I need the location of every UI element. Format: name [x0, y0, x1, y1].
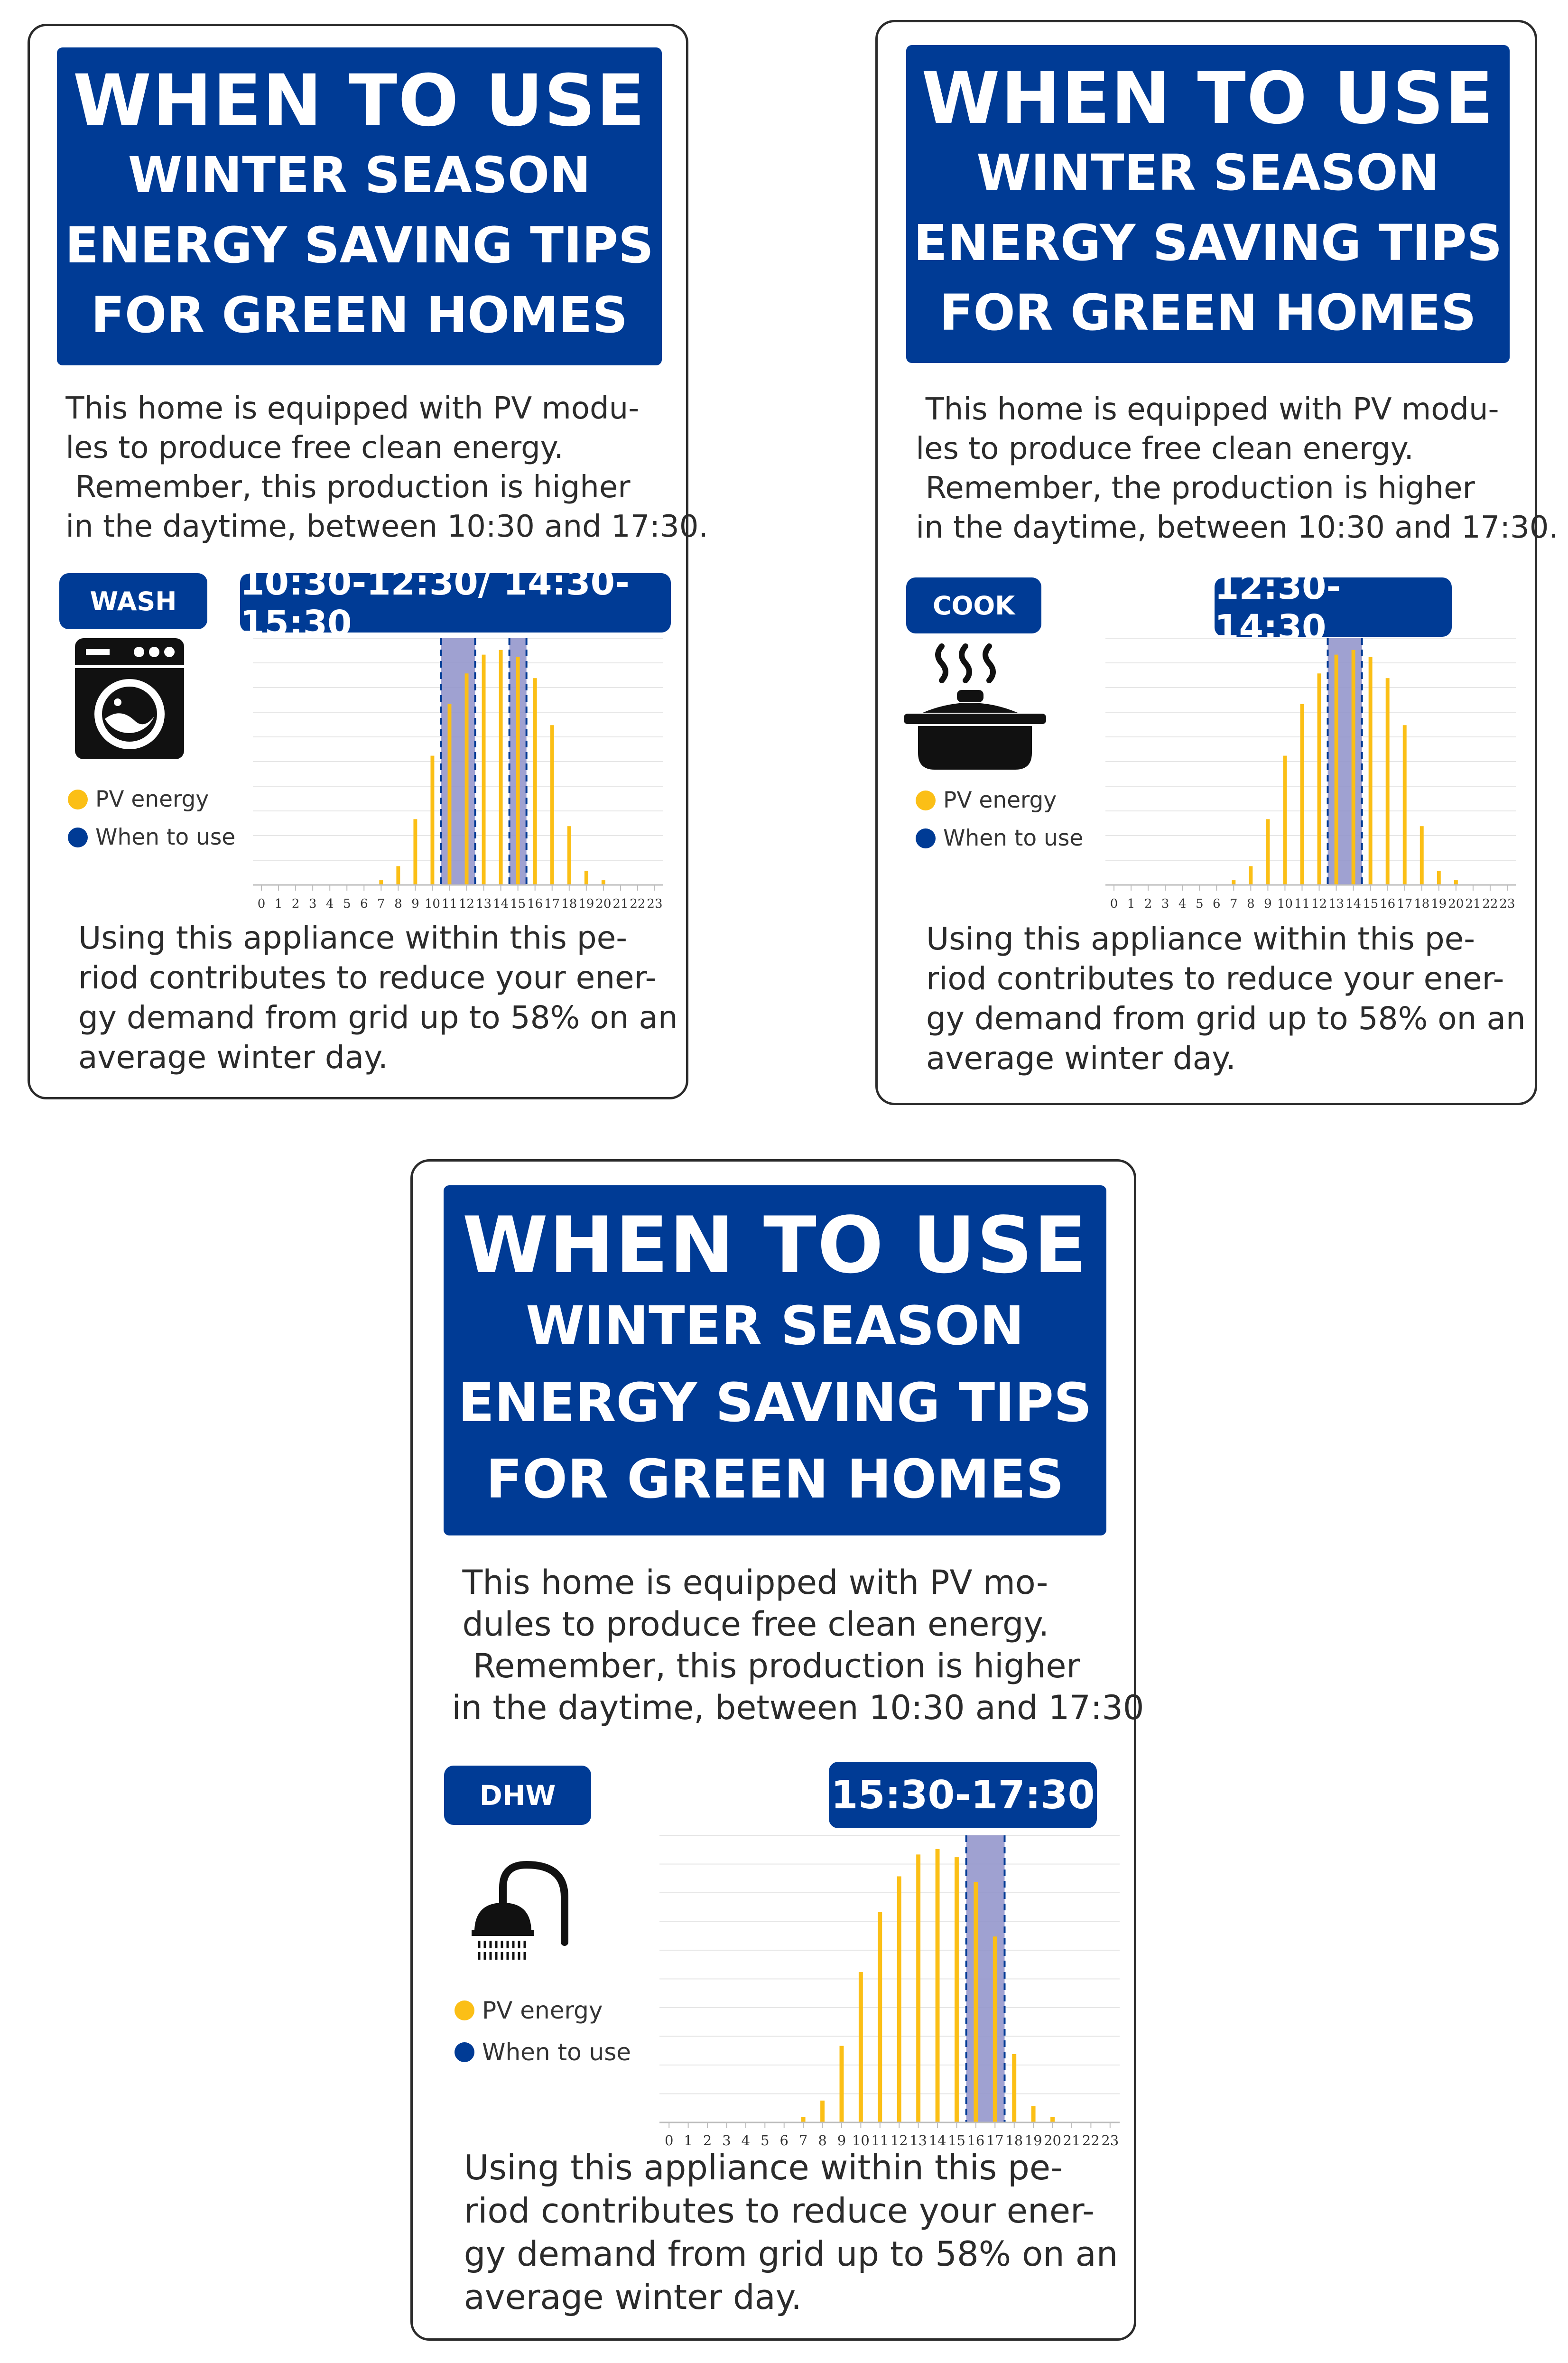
time-window-label: 15:30-17:30 — [829, 1762, 1097, 1828]
x-tick-label: 16 — [1380, 897, 1396, 911]
x-tick-label: 18 — [1005, 2132, 1023, 2149]
pv-bar — [1249, 866, 1253, 885]
x-tick-label: 17 — [986, 2132, 1004, 2149]
title-tips: ENERGY SAVING TIPS — [65, 216, 654, 274]
pv-bar — [1300, 704, 1304, 885]
when-to-use-band — [441, 638, 475, 885]
x-tick-label: 9 — [411, 897, 419, 911]
pv-bar — [465, 673, 469, 885]
x-tick-label: 22 — [1482, 897, 1498, 911]
x-tick-label: 14 — [1345, 897, 1362, 911]
x-tick-label: 12 — [890, 2132, 908, 2149]
intro-text: This home is equipped with PV modu- les to produce free clean energy. Remember, this production is higher in the daytime, between 10:30 and 17:30. — [65, 391, 708, 544]
legend-pv-label: PV energy — [95, 786, 209, 812]
pv-bar — [1031, 2106, 1036, 2122]
x-tick-label: 1 — [1127, 897, 1135, 911]
pv-production-chart — [652, 1826, 1127, 2156]
intro-text: This home is equipped with PV mo- dules to produce free clean energy. Remember, this production is higher in the daytime, between 10:30 and 17:30 — [452, 1563, 1144, 1727]
pv-bar — [550, 725, 554, 885]
pv-energy-swatch — [455, 2000, 474, 2020]
x-tick-label: 22 — [630, 897, 646, 911]
x-tick-label: 23 — [647, 897, 663, 911]
legend-use-label: When to use — [482, 2038, 631, 2066]
x-tick-label: 11 — [1294, 897, 1310, 911]
pv-bar — [878, 1912, 882, 2122]
time-window-label: 10:30-12:30/ 14:30-15:30 — [240, 573, 671, 633]
title-homes: FOR GREEN HOMES — [939, 284, 1476, 342]
x-tick-label: 15 — [948, 2132, 965, 2149]
x-tick-label: 10 — [1277, 897, 1293, 911]
title-season: WINTER SEASON — [976, 143, 1439, 202]
pv-bar — [1266, 819, 1270, 885]
pv-bar — [430, 756, 434, 885]
pv-bar — [567, 826, 571, 885]
x-tick-label: 19 — [1431, 897, 1447, 911]
pv-energy-swatch — [68, 790, 88, 809]
pv-bar — [936, 1849, 940, 2122]
pv-bar — [955, 1857, 959, 2122]
x-tick-label: 20 — [595, 897, 612, 911]
x-tick-label: 20 — [1448, 897, 1464, 911]
pv-bar — [499, 650, 503, 885]
pv-bar — [516, 657, 520, 885]
outro-text: Using this appliance within this pe- riod contributes to reduce your ener- gy demand from grid up to 58% on an average winter day. — [926, 921, 1526, 1077]
title-tips: ENERGY SAVING TIPS — [913, 214, 1503, 272]
x-tick-label: 3 — [1161, 897, 1169, 911]
x-tick-label: 3 — [722, 2132, 731, 2149]
x-tick-label: 23 — [1101, 2132, 1119, 2149]
x-tick-label: 14 — [493, 897, 509, 911]
x-tick-label: 12 — [458, 897, 475, 911]
appliance-label: DHW — [444, 1766, 591, 1825]
when-to-use-swatch — [916, 828, 936, 848]
intro-text: This home is equipped with PV modu- les to produce free clean energy. Remember, the production is higher in the daytime, between 10:30 and 17:30. — [916, 392, 1559, 545]
tip-card-wash — [28, 24, 708, 1099]
x-tick-label: 2 — [1144, 897, 1152, 911]
x-tick-label: 11 — [871, 2132, 889, 2149]
tip-card-dhw — [410, 1159, 1144, 2341]
time-window-label: 12:30-14:30 — [1215, 577, 1452, 637]
x-tick-label: 0 — [257, 897, 266, 911]
x-tick-label: 5 — [343, 897, 351, 911]
x-tick-label: 14 — [928, 2132, 946, 2149]
x-tick-label: 6 — [360, 897, 368, 911]
x-tick-label: 5 — [761, 2132, 770, 2149]
pv-bar — [1283, 756, 1287, 885]
title-banner — [57, 47, 662, 365]
outro-text: Using this appliance within this pe- riod contributes to reduce your ener- gy demand from grid up to 58% on an average winter day. — [78, 920, 678, 1076]
chart-legend — [916, 781, 1083, 857]
x-tick-label: 13 — [476, 897, 492, 911]
cooking-pot-icon — [904, 642, 1046, 772]
x-tick-label: 19 — [578, 897, 594, 911]
legend-pv-label: PV energy — [482, 1997, 603, 2024]
pv-bar — [820, 2101, 825, 2122]
x-tick-label: 0 — [664, 2132, 674, 2149]
x-tick-label: 2 — [703, 2132, 712, 2149]
pv-bar — [974, 1882, 978, 2122]
pv-bar — [1012, 2054, 1016, 2122]
chart-legend — [455, 1990, 631, 2073]
pv-bar — [1352, 650, 1355, 885]
when-to-use-swatch — [68, 828, 88, 847]
x-tick-label: 15 — [1363, 897, 1379, 911]
pv-bar — [585, 871, 588, 885]
title-homes: FOR GREEN HOMES — [486, 1448, 1064, 1510]
x-tick-label: 10 — [852, 2132, 870, 2149]
appliance-label: COOK — [906, 577, 1041, 633]
x-tick-label: 13 — [1328, 897, 1345, 911]
when-to-use-swatch — [455, 2042, 474, 2062]
when-to-use-band — [966, 1835, 1005, 2122]
x-tick-label: 21 — [1063, 2132, 1081, 2149]
pv-bar — [1403, 725, 1407, 885]
x-tick-label: 5 — [1195, 897, 1204, 911]
pv-bar — [533, 678, 537, 885]
title-season: WINTER SEASON — [526, 1295, 1024, 1358]
pv-bar — [993, 1936, 997, 2122]
pv-bar — [1050, 2117, 1055, 2122]
x-tick-label: 20 — [1044, 2132, 1061, 2149]
pv-bar — [448, 704, 452, 885]
legend-use-label: When to use — [95, 824, 236, 850]
title-homes: FOR GREEN HOMES — [91, 286, 628, 344]
x-tick-label: 21 — [1465, 897, 1481, 911]
x-tick-label: 6 — [1212, 897, 1221, 911]
when-to-use-band — [1328, 638, 1362, 885]
x-tick-label: 17 — [1397, 897, 1413, 911]
x-tick-label: 4 — [1178, 897, 1187, 911]
x-tick-label: 10 — [424, 897, 440, 911]
x-tick-label: 18 — [561, 897, 577, 911]
pv-bar — [1369, 657, 1373, 885]
x-tick-label: 16 — [527, 897, 543, 911]
pv-bar — [1437, 871, 1441, 885]
x-tick-label: 12 — [1311, 897, 1327, 911]
x-tick-label: 6 — [779, 2132, 789, 2149]
x-tick-label: 23 — [1499, 897, 1515, 911]
x-tick-label: 8 — [394, 897, 402, 911]
title-banner — [906, 45, 1510, 363]
x-tick-label: 22 — [1082, 2132, 1100, 2149]
pv-bar — [916, 1854, 920, 2122]
pv-bar — [801, 2117, 806, 2122]
pv-production-chart — [246, 629, 670, 918]
pv-bar — [1420, 826, 1424, 885]
x-tick-label: 16 — [967, 2132, 985, 2149]
x-tick-label: 1 — [684, 2132, 693, 2149]
pv-bar — [1335, 655, 1338, 885]
legend-use-label: When to use — [943, 825, 1084, 851]
x-tick-label: 7 — [1230, 897, 1238, 911]
title-banner — [444, 1185, 1106, 1535]
x-tick-label: 18 — [1414, 897, 1430, 911]
pv-bar — [840, 2046, 844, 2122]
x-tick-label: 11 — [441, 897, 458, 911]
x-tick-label: 9 — [1264, 897, 1272, 911]
pv-bar — [897, 1876, 901, 2122]
pv-production-chart — [1098, 629, 1523, 918]
washing-machine-icon — [73, 636, 186, 762]
x-tick-label: 13 — [909, 2132, 928, 2149]
title-main: WHEN TO USE — [73, 59, 646, 142]
pv-bar — [482, 655, 486, 885]
title-season: WINTER SEASON — [128, 146, 591, 204]
x-tick-label: 0 — [1110, 897, 1118, 911]
x-tick-label: 4 — [325, 897, 334, 911]
title-main: WHEN TO USE — [462, 1200, 1088, 1291]
pv-bar — [396, 866, 400, 885]
x-tick-label: 7 — [377, 897, 385, 911]
tip-card-cook — [875, 20, 1559, 1105]
title-tips: ENERGY SAVING TIPS — [458, 1372, 1092, 1434]
pv-energy-swatch — [916, 791, 936, 810]
pv-bar — [1386, 678, 1390, 885]
x-tick-label: 4 — [741, 2132, 751, 2149]
x-tick-label: 2 — [291, 897, 300, 911]
chart-legend — [68, 781, 235, 856]
outro-text: Using this appliance within this pe- riod contributes to reduce your ener- gy demand from grid up to 58% on an average winter day. — [464, 2148, 1118, 2317]
shower-icon — [465, 1859, 574, 1968]
x-tick-label: 15 — [510, 897, 526, 911]
pv-bar — [413, 819, 417, 885]
pv-bar — [1317, 673, 1321, 885]
legend-pv-label: PV energy — [943, 787, 1057, 813]
x-tick-label: 3 — [308, 897, 317, 911]
x-tick-label: 21 — [612, 897, 629, 911]
appliance-label: WASH — [59, 573, 207, 629]
x-tick-label: 19 — [1024, 2132, 1042, 2149]
x-tick-label: 9 — [837, 2132, 846, 2149]
x-tick-label: 8 — [1247, 897, 1255, 911]
x-tick-label: 8 — [818, 2132, 827, 2149]
x-tick-label: 1 — [274, 897, 283, 911]
x-tick-label: 17 — [544, 897, 560, 911]
pv-bar — [859, 1972, 863, 2122]
title-main: WHEN TO USE — [921, 57, 1494, 140]
x-tick-label: 7 — [798, 2132, 808, 2149]
